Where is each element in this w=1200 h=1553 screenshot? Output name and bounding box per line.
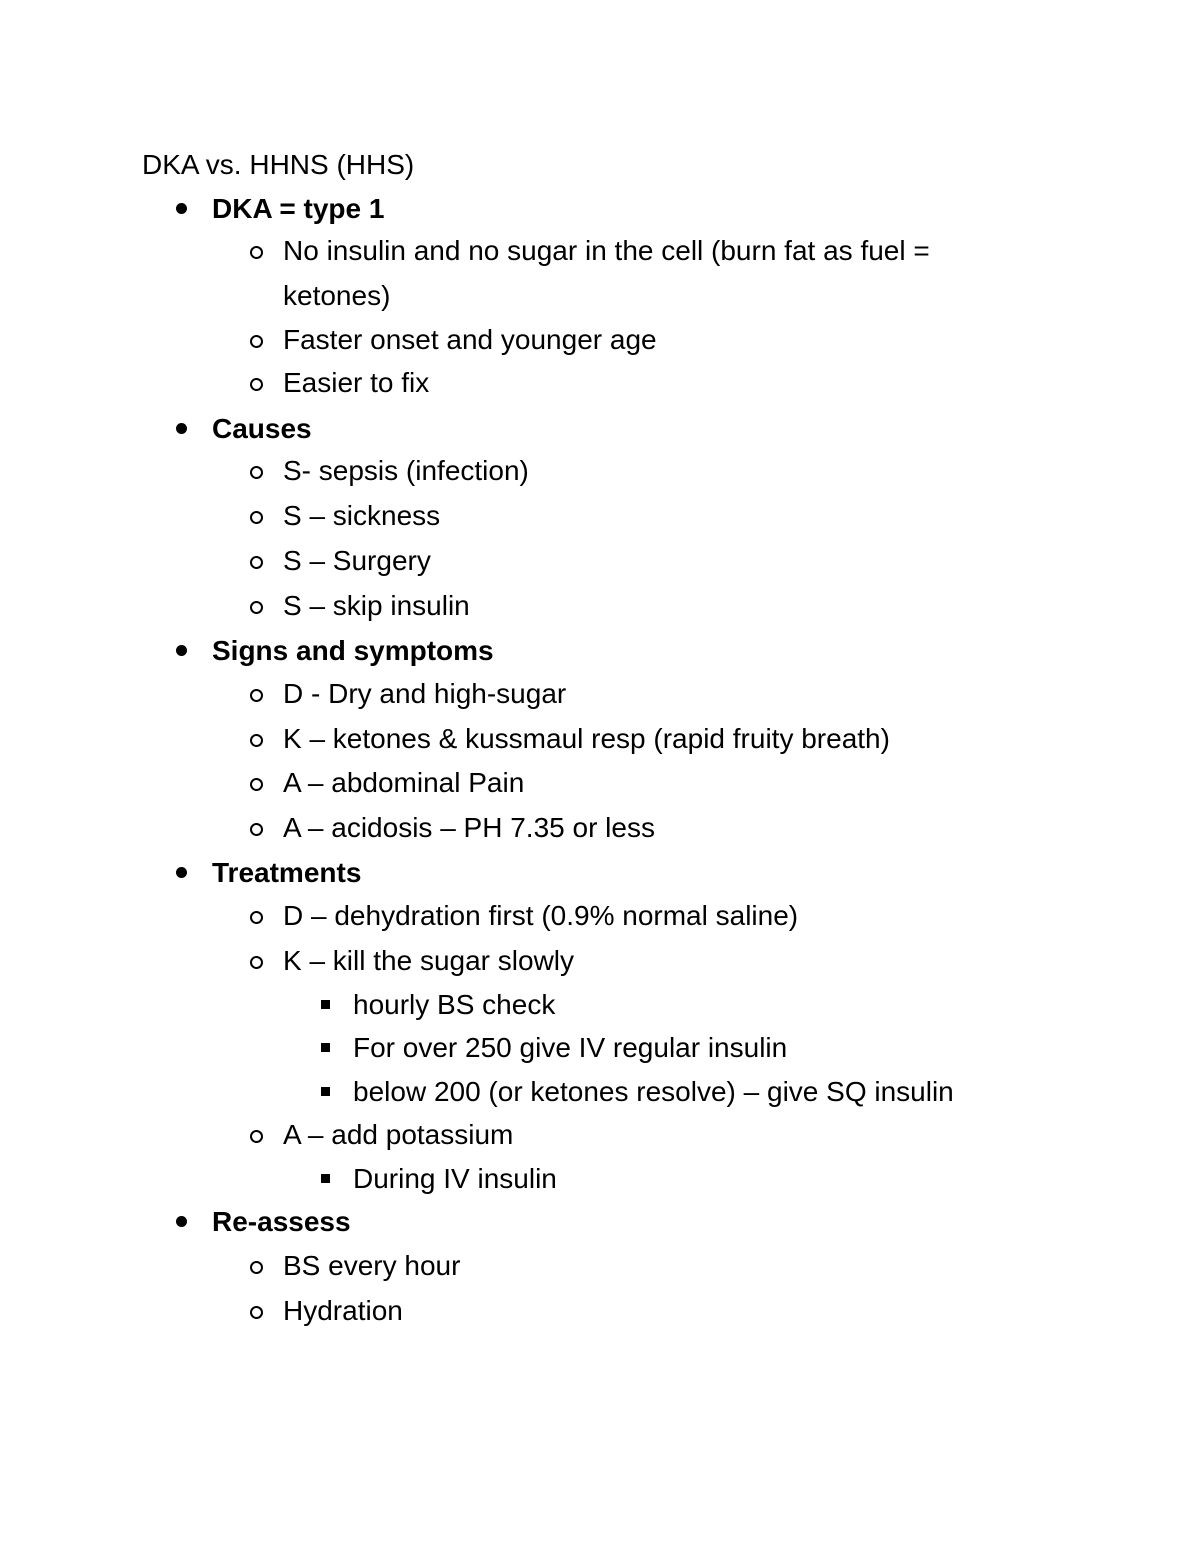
circle-bullet-icon bbox=[250, 911, 263, 924]
list-item: Hydration bbox=[283, 1295, 403, 1326]
bullet-dot-icon bbox=[176, 645, 187, 656]
section-heading-reassess: Re-assess bbox=[212, 1206, 351, 1237]
circle-bullet-icon bbox=[250, 689, 263, 702]
section-heading-causes: Causes bbox=[212, 413, 312, 444]
circle-bullet-icon bbox=[250, 823, 263, 836]
circle-bullet-icon bbox=[250, 778, 263, 791]
list-item: Easier to fix bbox=[283, 367, 430, 398]
list-item: S – skip insulin bbox=[283, 590, 470, 621]
square-bullet-icon bbox=[321, 1000, 330, 1009]
circle-bullet-icon bbox=[250, 378, 263, 391]
list-item: BS every hour bbox=[283, 1250, 461, 1281]
section-heading-treatments: Treatments bbox=[212, 857, 362, 888]
sub-list-item: For over 250 give IV regular insulin bbox=[353, 1032, 788, 1063]
bullet-dot-icon bbox=[176, 867, 187, 878]
circle-bullet-icon bbox=[250, 246, 263, 259]
list-item: A – add potassium bbox=[283, 1119, 514, 1150]
circle-bullet-icon bbox=[250, 601, 263, 614]
section-heading-dka: DKA = type 1 bbox=[212, 193, 385, 224]
bullet-dot-icon bbox=[176, 1216, 187, 1227]
list-item: A – abdominal Pain bbox=[283, 767, 525, 798]
sub-list-item: During IV insulin bbox=[353, 1163, 557, 1194]
list-item: No insulin and no sugar in the cell (burn fat as fuel = bbox=[283, 235, 930, 266]
list-item: A – acidosis – PH 7.35 or less bbox=[283, 812, 655, 843]
circle-bullet-icon bbox=[250, 1261, 263, 1274]
circle-bullet-icon bbox=[250, 1130, 263, 1143]
list-item: K – kill the sugar slowly bbox=[283, 945, 575, 976]
circle-bullet-icon bbox=[250, 734, 263, 747]
list-item-continuation: ketones) bbox=[283, 280, 391, 311]
circle-bullet-icon bbox=[250, 1306, 263, 1319]
section-heading-signs: Signs and symptoms bbox=[212, 635, 494, 666]
bullet-dot-icon bbox=[176, 423, 187, 434]
list-item: S – Surgery bbox=[283, 545, 431, 576]
list-item: Faster onset and younger age bbox=[283, 324, 657, 355]
list-item: K – ketones & kussmaul resp (rapid fruity breath) bbox=[283, 723, 890, 754]
list-item: S – sickness bbox=[283, 500, 441, 531]
circle-bullet-icon bbox=[250, 956, 263, 969]
bullet-dot-icon bbox=[176, 203, 187, 214]
circle-bullet-icon bbox=[250, 556, 263, 569]
square-bullet-icon bbox=[321, 1043, 330, 1052]
list-item: D - Dry and high-sugar bbox=[283, 678, 567, 709]
square-bullet-icon bbox=[321, 1174, 330, 1183]
sub-list-item: below 200 (or ketones resolve) – give SQ insulin bbox=[353, 1076, 954, 1107]
list-item: D – dehydration first (0.9% normal saline) bbox=[283, 900, 799, 931]
circle-bullet-icon bbox=[250, 511, 263, 524]
document-title: DKA vs. HHNS (HHS) bbox=[142, 149, 415, 180]
circle-bullet-icon bbox=[250, 335, 263, 348]
list-item: S- sepsis (infection) bbox=[283, 455, 529, 486]
square-bullet-icon bbox=[321, 1087, 330, 1096]
sub-list-item: hourly BS check bbox=[353, 989, 556, 1020]
circle-bullet-icon bbox=[250, 466, 263, 479]
